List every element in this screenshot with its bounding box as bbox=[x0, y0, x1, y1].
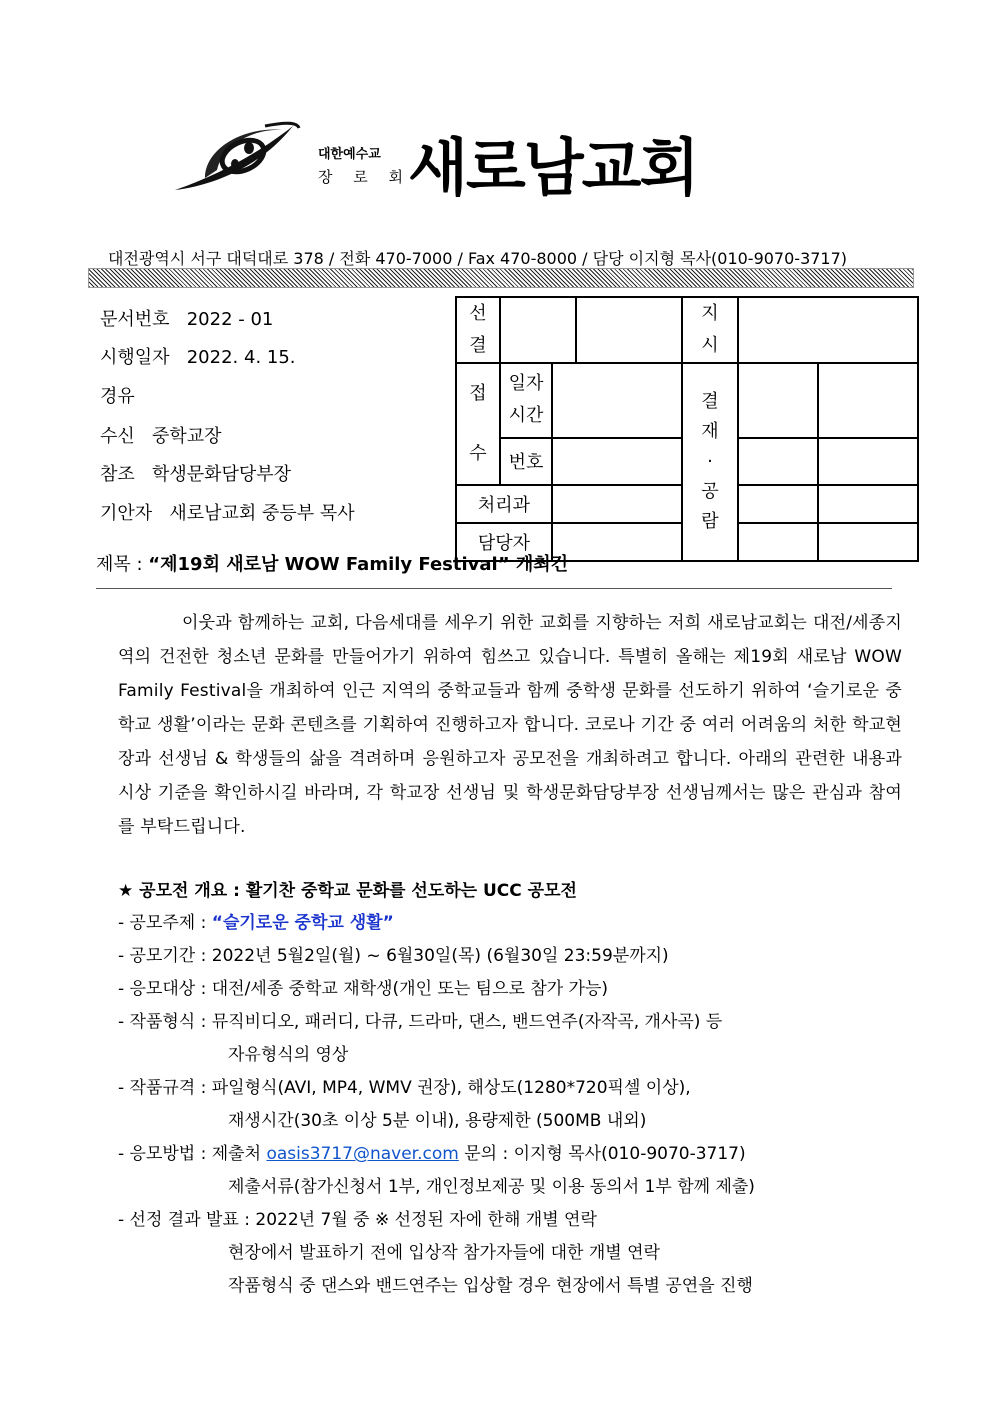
denomination-line1: 대한예수교 bbox=[318, 147, 381, 162]
dept-label: 처리과 bbox=[456, 485, 552, 523]
officer-box bbox=[552, 523, 682, 561]
spec-row-cont: 재생시간(30초 이상 5분 이내), 용량제한 (500MB 내외) bbox=[228, 1111, 647, 1131]
result-row-cont1: 현장에서 발표하기 전에 입상작 참가자들에 대한 개별 연락 bbox=[228, 1243, 660, 1263]
approval-box-2 bbox=[576, 297, 682, 363]
date-time-label: 일자 시간 bbox=[500, 363, 552, 438]
reference-row bbox=[100, 460, 291, 486]
signoff-box-5 bbox=[738, 485, 818, 523]
jeopsu-cell: 접 수 bbox=[456, 363, 500, 485]
outline-heading: ★ 공모전 개요 : 활기찬 중학교 문화를 선도하는 UCC 공모전 bbox=[118, 881, 577, 901]
address-line: 대전광역시 서구 대덕대로 378 / 전화 470-7000 / Fax 470-8000 / 담당 이지형 목사(010-9070-3717) bbox=[108, 249, 848, 268]
recipient-label: 수신 bbox=[100, 426, 135, 447]
reference-value: 학생문화담당부장 bbox=[151, 464, 292, 485]
signoff-box-4 bbox=[818, 438, 918, 485]
subject-title: “제19회 새로남 WOW Family Festival” 개최건 bbox=[148, 554, 568, 575]
number-label: 번호 bbox=[500, 438, 552, 485]
doc-number-row bbox=[100, 305, 273, 331]
result-row-cont2: 작품형식 중 댄스와 밴드연주는 입상할 경우 현장에서 특별 공연을 진행 bbox=[228, 1276, 753, 1296]
issue-date-value: 2022. 4. 15. bbox=[186, 347, 296, 368]
drafter-row bbox=[100, 499, 355, 525]
issue-date-label: 시행일자 bbox=[100, 347, 170, 368]
spec-row: - 작품규격 : 파일형식(AVI, MP4, WMV 권장), 해상도(1280*720픽셀 이상), bbox=[118, 1078, 691, 1098]
drafter-label: 기안자 bbox=[100, 503, 153, 524]
submission-email-link[interactable]: oasis3717@naver.com bbox=[266, 1144, 459, 1164]
date-time-box bbox=[552, 363, 682, 438]
via-label: 경유 bbox=[100, 386, 135, 407]
denomination-line2: 장 로 회 bbox=[318, 168, 412, 186]
signoff-box-3 bbox=[738, 438, 818, 485]
subject-label: 제목 : bbox=[96, 554, 149, 575]
recipient-row bbox=[100, 422, 222, 448]
target-row: - 응모대상 : 대전/세종 중학교 재학생(개인 또는 팀으로 참가 가능) bbox=[118, 979, 609, 999]
signoff-box-8 bbox=[818, 523, 918, 561]
method-suffix: 문의 : 이지형 목사(010-9070-3717) bbox=[458, 1144, 746, 1164]
dept-box bbox=[552, 485, 682, 523]
theme-row bbox=[118, 908, 394, 933]
drafter-value: 새로남교회 중등부 목사 bbox=[169, 503, 355, 524]
church-name: 새로남교회 bbox=[408, 131, 698, 204]
church-logo bbox=[165, 118, 305, 198]
subject-line bbox=[96, 550, 568, 576]
seongyeol-cell: 선 결 bbox=[456, 297, 500, 363]
period-row: - 공모기간 : 2022년 5월2일(월) ~ 6월30일(목) (6월30일 23:59분까지) bbox=[118, 946, 669, 966]
approval-box-1 bbox=[500, 297, 576, 363]
doc-number-label: 문서번호 bbox=[100, 309, 170, 330]
signoff-box-7 bbox=[738, 523, 818, 561]
format-row-cont: 자유형식의 영상 bbox=[228, 1045, 349, 1065]
theme-value: “슬기로운 중학교 생활” bbox=[211, 913, 394, 933]
method-row bbox=[118, 1139, 746, 1164]
doc-number-value: 2022 - 01 bbox=[186, 309, 274, 330]
method-prefix: - 응모방법 : 제출처 bbox=[118, 1144, 267, 1164]
reference-label: 참조 bbox=[100, 464, 135, 485]
number-box bbox=[552, 438, 682, 485]
signoff-box-2 bbox=[818, 363, 918, 438]
subject-rule bbox=[96, 588, 892, 589]
format-row: - 작품형식 : 뮤직비디오, 패러디, 다큐, 드라마, 댄스, 밴드연주(자작곡, 개사곡) 등 bbox=[118, 1012, 723, 1032]
body-paragraph: 이웃과 함께하는 교회, 다음세대를 세우기 위한 교회를 지향하는 저희 새로남교회는 대전/세종지역의 건전한 청소년 문화를 만들어가기 위하여 힘쓰고 있습니다. 특별히 올해는 제19회 새로남 WOW Family Festival을 개최하여 인근 지역의 중학교들과 함께 중학생 문화를 선도하기 위하여 ‘슬기로운 중학교 생활’이라는 문화 콘텐츠를 기획하여 진행하고자 합니다. 코로나 기간 중 여러 어려움의 처한 학교현장과 선생님 & 학생들의 삶을 격려하며 응원하고자 공모전을 개최하려고 합니다. 아래의 관련한 내용과 시상 기준을 확인하시길 바라며, 각 학교장 선생님 및 학생문화담당부장 선생님께서는 많은 관심과 참여를 부탁드립니다. bbox=[118, 613, 902, 837]
via-row bbox=[100, 382, 135, 408]
issue-date-row bbox=[100, 343, 296, 369]
signoff-box-1 bbox=[738, 363, 818, 438]
theme-label: - 공모주제 : bbox=[118, 913, 212, 933]
method-row-cont: 제출서류(참가신청서 1부, 개인정보제공 및 이용 동의서 1부 함께 제출) bbox=[228, 1177, 755, 1197]
result-row: - 선정 결과 발표 : 2022년 7월 중 ※ 선정된 자에 한해 개별 연락 bbox=[118, 1210, 597, 1230]
jisi-cell: 지 시 bbox=[682, 297, 738, 363]
officer-label: 담당자 bbox=[456, 523, 552, 561]
approval-table bbox=[455, 296, 919, 562]
gyeoljae-gongram-cell: 결 재 · 공 람 bbox=[682, 363, 738, 561]
instruction-box bbox=[738, 297, 918, 363]
recipient-value: 중학교장 bbox=[151, 426, 222, 447]
signoff-box-6 bbox=[818, 485, 918, 523]
hatched-divider bbox=[88, 268, 914, 288]
